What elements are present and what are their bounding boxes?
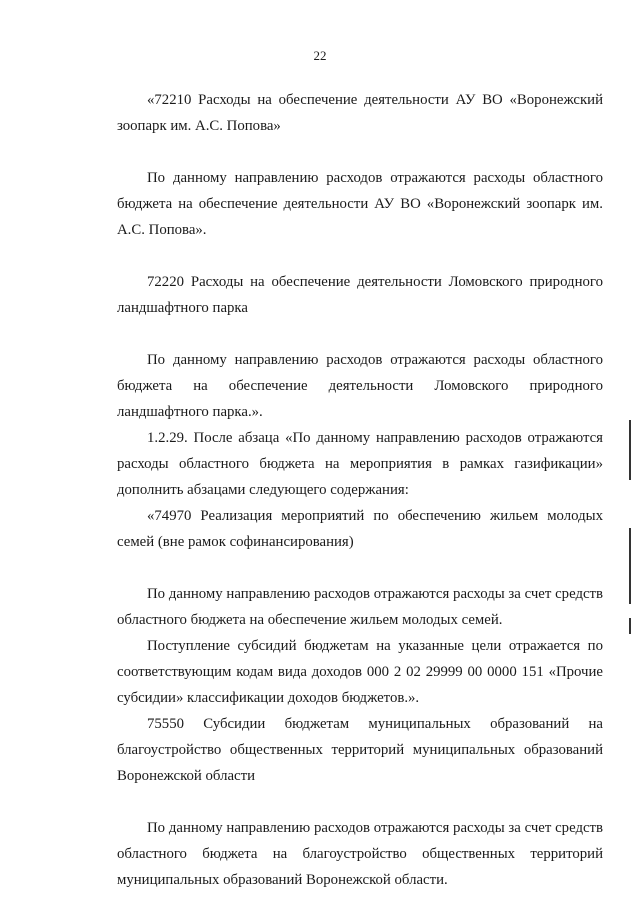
paragraph-74970-description: По данному направлению расходов отражаются расходы за счет средств областного бюджета на обеспечение жильем молодых семей. <box>117 586 603 628</box>
page-number: 22 <box>313 48 327 63</box>
paragraph-code-72220: 72220 Расходы на обеспечение деятельности Ломовского природного ландшафтного парка <box>117 274 603 316</box>
scan-edge-mark <box>629 420 631 480</box>
paragraph-72220-description: По данному направлению расходов отражаются расходы областного бюджета на обеспечение деятельности Ломовского природного ландшафтного парка.». <box>117 352 603 420</box>
paragraph-code-75550: 75550 Субсидии бюджетам муниципальных образований на благоустройство общественных территорий муниципальных образований Воронежской области <box>117 716 603 784</box>
paragraph-72210-description: По данному направлению расходов отражаются расходы областного бюджета на обеспечение деятельности АУ ВО «Воронежский зоопарк им. А.С. Попова». <box>117 170 603 238</box>
paragraph-75550-description: По данному направлению расходов отражаются расходы за счет средств областного бюджета на благоустройство общественных территорий муниципальных образований Воронежской области. <box>117 820 603 888</box>
scan-edge-mark <box>629 618 631 634</box>
paragraph-code-72210: «72210 Расходы на обеспечение деятельности АУ ВО «Воронежский зоопарк им. А.С. Попова» <box>117 92 603 134</box>
scan-edge-mark <box>629 528 631 604</box>
paragraph-code-74970: «74970 Реализация мероприятий по обеспечению жильем молодых семей (вне рамок софинансирования) <box>117 508 603 550</box>
document-body <box>117 87 603 893</box>
paragraph-item-1-2-29: 1.2.29. После абзаца «По данному направлению расходов отражаются расходы областного бюджета на мероприятия в рамках газификации» дополнить абзацами следующего содержания: <box>117 430 603 498</box>
paragraph-74970-subsidies: Поступление субсидий бюджетам на указанные цели отражается по соответствующим кодам вида доходов 000 2 02 29999 00 0000 151 «Прочие субсидии» классификации доходов бюджетов.». <box>117 638 603 706</box>
